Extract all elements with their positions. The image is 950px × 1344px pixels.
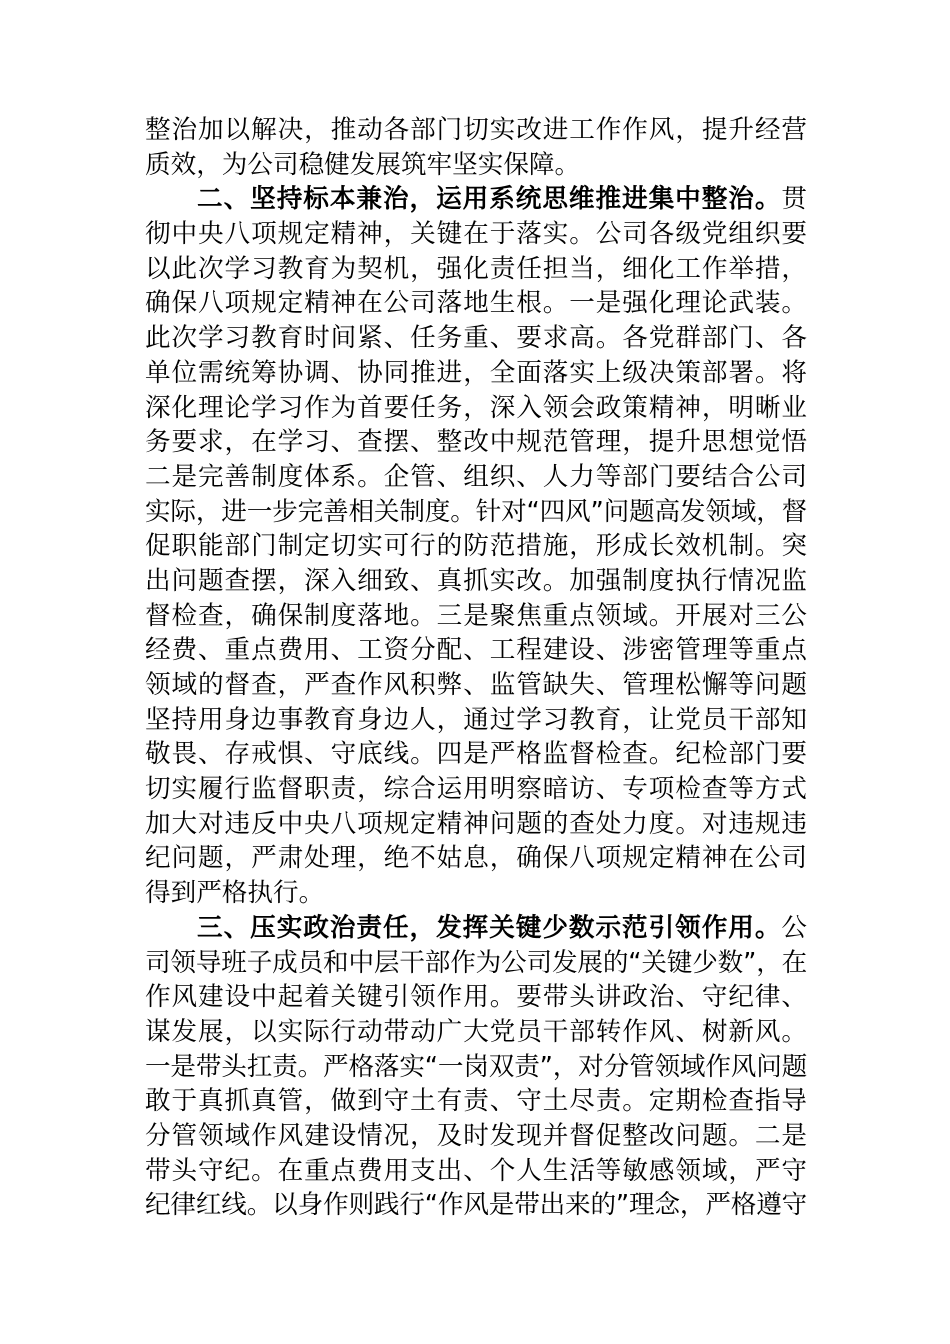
paragraph-line: 纪律红线。以身作则践行“作风是带出来的”理念，严格遵守: [145, 1190, 807, 1221]
paragraph-line: 分管领域作风建设情况，及时发现并督促整改问题。二是: [145, 1120, 807, 1151]
paragraph-line: 切实履行监督职责，综合运用明察暗访、专项检查等方式: [145, 774, 807, 805]
section-heading-2: 二、坚持标本兼治，运用系统思维推进集中整治。: [197, 184, 782, 215]
paragraph-line: 得到严格执行。: [145, 878, 325, 909]
paragraph-line: 单位需统筹协调、协同推进，全面落实上级决策部署。将: [145, 357, 807, 388]
paragraph-line: 敢于真抓真管，做到守土有责、守土尽责。定期检查指导: [145, 1086, 807, 1117]
paragraph-line: 加大对违反中央八项规定精神问题的查处力度。对违规违: [145, 808, 807, 839]
paragraph-line: 实际，进一步完善相关制度。针对“四风”问题高发领域，督: [145, 496, 807, 527]
paragraph-line: 经费、重点费用、工资分配、工程建设、涉密管理等重点: [145, 635, 807, 666]
paragraph-line: 作风建设中起着关键引领作用。要带头讲政治、守纪律、: [145, 982, 807, 1013]
paragraph-line: 坚持用身边事教育身边人，通过学习教育，让党员干部知: [145, 704, 807, 735]
paragraph-line: 质效，为公司稳健发展筑牢坚实保障。: [145, 149, 581, 180]
section-heading-line: [145, 182, 807, 217]
paragraph-line: 彻中央八项规定精神，关键在于落实。公司各级党组织要: [145, 219, 807, 250]
paragraph-line: 二是完善制度体系。企管、组织、人力等部门要结合公司: [145, 461, 807, 492]
paragraph-line: 谋发展，以实际行动带动广大党员干部转作风、树新风。: [145, 1016, 807, 1047]
paragraph-line: 一是带头扛责。严格落实“一岗双责”，对分管领域作风问题: [145, 1051, 807, 1082]
paragraph-line: 出问题查摆，深入细致、真抓实改。加强制度执行情况监: [145, 565, 807, 596]
paragraph-text: 公: [781, 912, 807, 943]
document-body: [145, 113, 807, 1223]
paragraph-line: 以此次学习教育为契机，强化责任担当，细化工作举措，: [145, 253, 807, 284]
paragraph-line: 带头守纪。在重点费用支出、个人生活等敏感领域，严守: [145, 1155, 807, 1186]
paragraph-line: 此次学习教育时间紧、任务重、要求高。各党群部门、各: [145, 323, 807, 354]
paragraph-line: 确保八项规定精神在公司落地生根。一是强化理论武装。: [145, 288, 807, 319]
paragraph-line: 纪问题，严肃处理，绝不姑息，确保八项规定精神在公司: [145, 843, 807, 874]
paragraph-line: 整治加以解决，推动各部门切实改进工作作风，提升经营: [145, 115, 807, 145]
paragraph-line: 督检查，确保制度落地。三是聚焦重点领域。开展对三公: [145, 600, 807, 631]
paragraph-line: 促职能部门制定切实可行的防范措施，形成长效机制。突: [145, 531, 807, 562]
paragraph-line: 领域的督查，严查作风积弊、监管缺失、管理松懈等问题: [145, 670, 807, 700]
paragraph-line: 敬畏、存戒惧、守底线。四是严格监督检查。纪检部门要: [145, 739, 807, 770]
paragraph-line: 司领导班子成员和中层干部作为公司发展的“关键少数”，在: [145, 947, 807, 978]
section-heading-3: 三、压实政治责任，发挥关键少数示范引领作用。: [197, 912, 782, 943]
paragraph-text: 贯: [781, 184, 807, 215]
paragraph-line: 务要求，在学习、查摆、整改中规范管理，提升思想觉悟: [145, 427, 807, 458]
section-heading-line: [145, 911, 807, 946]
paragraph-line: 深化理论学习作为首要任务，深入领会政策精神，明晰业: [145, 392, 807, 423]
